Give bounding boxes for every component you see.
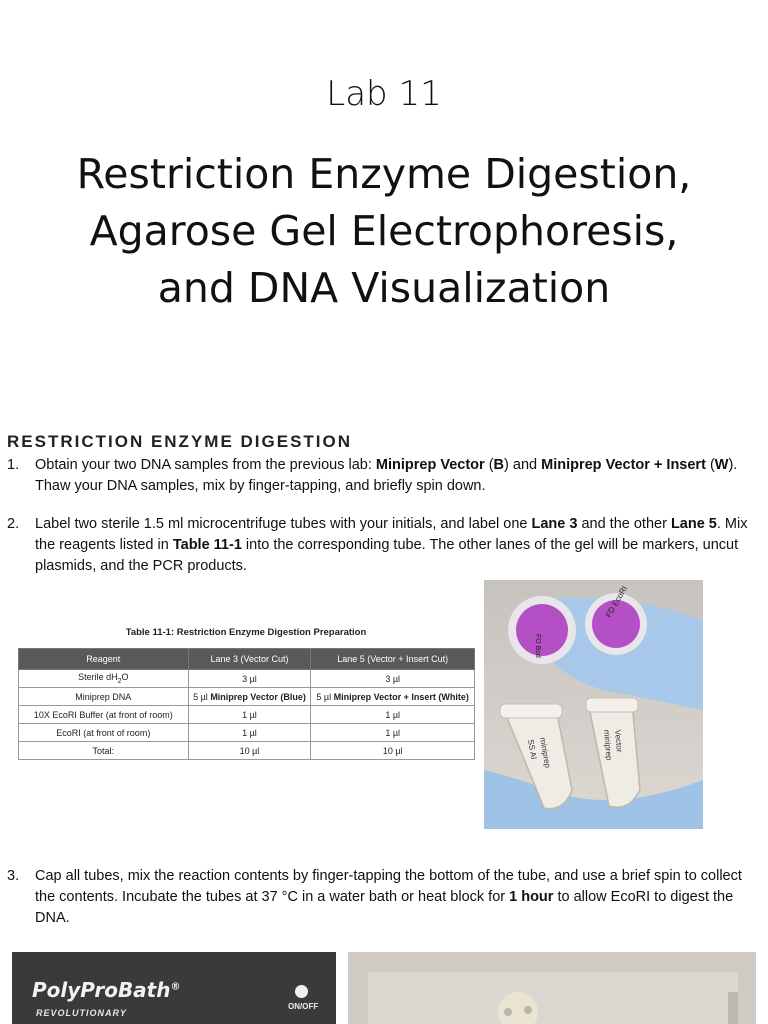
lab-title: Lab 11	[326, 74, 442, 114]
table-header: Reagent	[19, 649, 189, 670]
step-number: 1.	[7, 457, 20, 473]
table-caption: Table 11-1: Restriction Enzyme Digestion Preparation	[125, 627, 367, 638]
table-cell: Miniprep DNA	[19, 688, 189, 706]
step-number: 2.	[7, 516, 20, 532]
table-row	[19, 706, 475, 724]
waterbath-brand: PolyProBath®	[32, 978, 181, 1002]
table-row	[19, 742, 475, 760]
table-cell: Total:	[19, 742, 189, 760]
table-row	[19, 670, 475, 688]
svg-text:SS AI: SS AI	[526, 738, 539, 761]
step-number: 3.	[7, 868, 20, 884]
cap-label-right: FD EcoRI	[603, 584, 630, 619]
table-cell: EcoRI (at front of room)	[19, 724, 189, 742]
table-header-row	[19, 649, 475, 670]
step-text: Obtain your two DNA samples from the previous lab: Miniprep Vector (B) and Miniprep Vector + Insert (W). Thaw your DNA samples, mix by finger-tapping, and briefly spin down.	[35, 457, 738, 494]
waterbath-switch-label: ON/OFF	[288, 1002, 319, 1011]
table-cell: 1 µl	[311, 706, 475, 724]
step-3	[7, 866, 752, 929]
step-text: Label two sterile 1.5 ml microcentrifuge tubes with your initials, and label one Lane 3 and the other Lane 5. Mix the reagents listed in Table 11-1 into the corresponding tube. The other lanes of the gel will be markers, uncut plasmids, and the PCR products.	[35, 516, 748, 574]
svg-text:miniprep: miniprep	[602, 729, 614, 761]
svg-text:Vector: Vector	[613, 729, 624, 753]
tubes-photo	[484, 580, 703, 829]
heatblock-photo-illustration	[348, 952, 756, 1024]
table-cell: 3 µl	[188, 670, 311, 688]
main-title-line-3: and DNA Visualization	[157, 264, 611, 312]
main-title-line-2: Agarose Gel Electrophoresis,	[89, 207, 679, 255]
table-cell: 10 µl	[311, 742, 475, 760]
table-cell: 3 µl	[311, 670, 475, 688]
step-1	[7, 455, 752, 497]
step-2	[7, 514, 752, 577]
table-cell: 5 µl Miniprep Vector + Insert (White)	[311, 688, 475, 706]
power-button-icon	[295, 985, 308, 998]
svg-text:miniprep: miniprep	[538, 736, 553, 769]
table-cell: 1 µl	[311, 724, 475, 742]
tubes-photo-illustration	[484, 580, 703, 829]
table-row	[19, 724, 475, 742]
cap-label-left: FO Bcd	[534, 634, 541, 658]
table-cell: Sterile $dH_2O$	[19, 670, 189, 688]
reagent-table	[18, 648, 475, 760]
table-row	[19, 688, 475, 706]
table-cell: 10 µl	[188, 742, 311, 760]
step-text: Cap all tubes, mix the reaction contents by finger-tapping the bottom of the tube, and use a brief spin to collect the contents. Incubate the tubes at 37 °C in a water bath or heat block for 1 hour to allow EcoRI to digest the DNA.	[35, 868, 742, 926]
table-cell: 10X EcoRI Buffer (at front of room)	[19, 706, 189, 724]
waterbath-photo	[12, 952, 336, 1024]
section-heading: RESTRICTION ENZYME DIGESTION	[7, 432, 353, 451]
waterbath-subtitle: REVOLUTIONARY	[36, 1008, 127, 1018]
table-cell: 1 µl	[188, 706, 311, 724]
table-cell: 5 µl Miniprep Vector (Blue)	[188, 688, 311, 706]
main-title-line-1: Restriction Enzyme Digestion,	[76, 150, 692, 198]
table-header: Lane 3 (Vector Cut)	[188, 649, 311, 670]
table-cell: 1 µl	[188, 724, 311, 742]
heatblock-photo	[348, 952, 756, 1024]
table-header: Lane 5 (Vector + Insert Cut)	[311, 649, 475, 670]
main-title	[30, 146, 738, 317]
